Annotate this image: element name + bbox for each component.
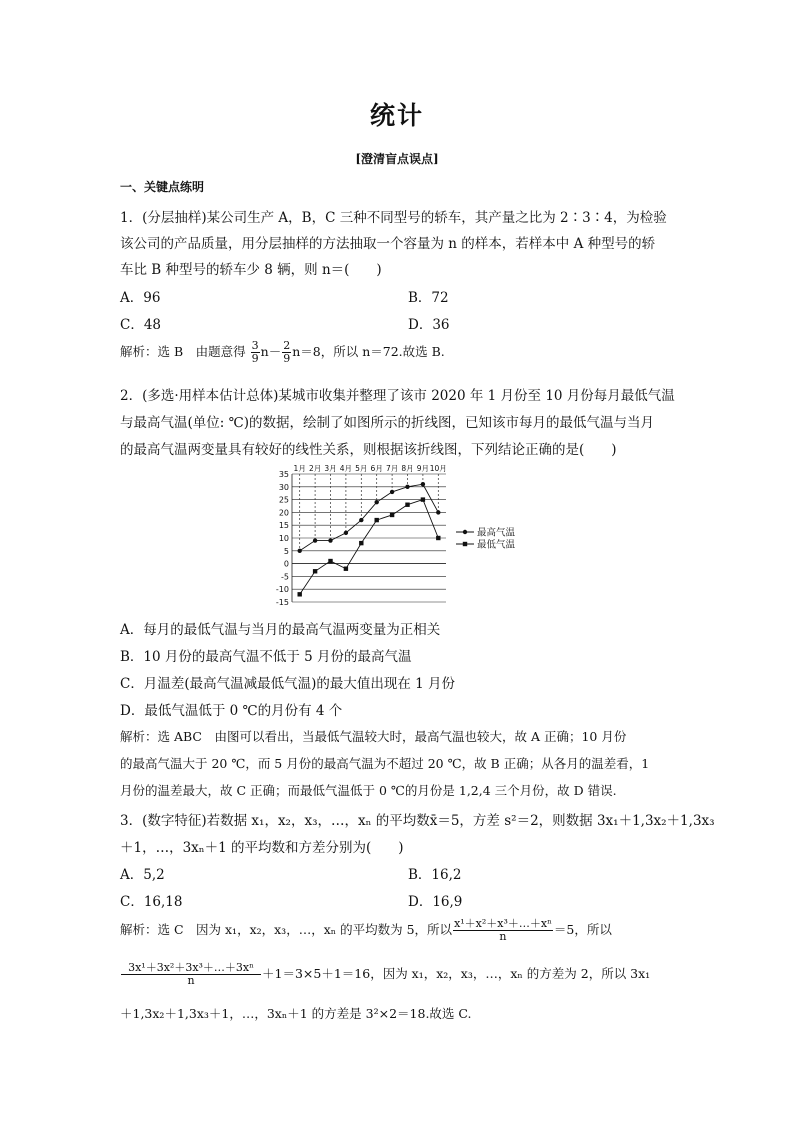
min-temp-point (436, 536, 440, 540)
frac-denominator: 9 (283, 352, 291, 365)
q2-option-a: A．每月的最低气温与当月的最高气温两变量为正相关 (120, 622, 441, 638)
y-tick-label: 30 (278, 482, 289, 492)
q1-answer-prefix: 解析：选 B 由题意得 (120, 344, 246, 359)
q1-option-b: B．72 (408, 290, 449, 306)
q2-answer-line3: 月份的温差最大，故 C 正确；而最低气温低于 0 ℃的月份是 1,2,4 三个月份，故 D 错误. (120, 783, 617, 798)
y-tick-label: -5 (281, 572, 289, 582)
q1-option-a: A．96 (120, 290, 161, 306)
frac-denominator: 9 (251, 352, 259, 365)
x-category-label: 10月 (429, 464, 447, 473)
x-category-label: 5月 (355, 464, 368, 473)
max-temp-point (405, 485, 409, 489)
x-category-label: 3月 (324, 464, 337, 473)
q3-mean-fraction (453, 918, 553, 943)
q3-line1: 3．(数字特征)若数据 x₁，x₂，x₃，…，xₙ 的平均数x̄＝5，方差 s²＝2，则数据 3x₁＋1,3x₂＋1,3x₃ (120, 813, 715, 829)
q2-option-c: C．月温差(最高气温减最低气温)的最大值出现在 1 月份 (120, 676, 456, 692)
q2-line3: 的最高气温两变量具有较好的线性关系，则根据该折线图，下列结论正确的是( ) (120, 442, 617, 458)
q2-line2: 与最高气温(单位: ℃)的数据，绘制了如图所示的折线图，已知该市每月的最低气温与当月 (120, 415, 654, 431)
x-category-label: 4月 (339, 464, 353, 473)
max-temp-point (375, 500, 379, 504)
y-tick-label: -10 (275, 585, 289, 595)
q1-line3: 车比 B 种型号的轿车少 8 辆，则 n＝( ) (120, 262, 382, 278)
q1-line1: 1．(分层抽样)某公司生产 A，B，C 三种不同型号的轿车，其产量之比为 2∶3∶4，为检验 (120, 210, 667, 226)
q3-answer-line3: ＋1,3x₂＋1,3x₃＋1，…，3xₙ＋1 的方差是 3²×2＝18.故选 C. (120, 1006, 472, 1021)
frac-numerator: 2 (283, 339, 291, 352)
series-line-min (300, 500, 439, 595)
section-heading: 一、关键点练明 (120, 180, 205, 194)
min-temp-point (390, 513, 394, 517)
q2-line1: 2．(多选·用样本估计总体)某城市收集并整理了该市 2020 年 1 月份至 10 月份每月最低气温 (120, 388, 675, 404)
y-tick-label: 35 (278, 470, 289, 479)
q3-answer-line2 (120, 962, 650, 987)
x-category-label: 2月 (308, 464, 322, 473)
max-temp-point (328, 538, 332, 542)
q1-answer (120, 340, 445, 365)
frac-numerator: x¹＋x²＋x³＋…＋xⁿ (454, 917, 552, 930)
section-subtitle: [澄清盲点误点] (355, 152, 439, 166)
q1-line2: 该公司的产品质量，用分层抽样的方法抽取一个容量为 n 的样本，若样本中 A 种型号的轿 (120, 236, 656, 252)
min-temp-point (359, 541, 363, 545)
page-title: 统计 (369, 101, 424, 130)
q2-option-b: B．10 月份的最高气温不低于 5 月份的最高气温 (120, 649, 412, 665)
min-temp-point (375, 518, 379, 522)
chart-y-ticks (276, 470, 289, 607)
min-temp-point (344, 567, 348, 571)
q1-answer-mid: n－ (260, 344, 282, 359)
y-tick-label: 10 (278, 534, 289, 543)
min-temp-point (405, 503, 409, 507)
x-category-label: 7月 (385, 464, 399, 473)
q1-fraction-2 (282, 340, 291, 365)
max-temp-point (344, 531, 348, 535)
max-temp-point (298, 549, 302, 553)
max-temp-point (390, 490, 394, 494)
q1-answer-suffix: n＝8，所以 n＝72.故选 B. (292, 344, 445, 359)
legend-label: 最低气温 (477, 539, 516, 551)
frac-numerator: 3x¹＋3x²＋3x³＋…＋3xⁿ (121, 962, 261, 975)
q2-answer-line1: 解析：选 ABC 由图可以看出，当最低气温较大时，最高气温也较大，故 A 正确；10 月份 (120, 729, 627, 744)
max-temp-point (421, 482, 425, 486)
x-category-label: 1月 (293, 464, 306, 473)
q3-answer-suffix: ＝5，所以 (553, 922, 612, 937)
q2-option-d: D．最低气温低于 0 ℃的月份有 4 个 (120, 703, 343, 719)
chart-legend (456, 527, 516, 551)
q3-line2: ＋1，…，3xₙ＋1 的平均数和方差分别为( ) (120, 840, 404, 856)
temperature-line-chart (268, 462, 538, 612)
max-temp-point (436, 510, 440, 514)
q1-option-c: C．48 (120, 317, 162, 333)
y-tick-label: -15 (275, 598, 289, 607)
min-temp-point (298, 592, 302, 596)
q1-option-d: D．36 (408, 317, 450, 333)
min-temp-point (313, 569, 317, 573)
min-temp-point (421, 497, 425, 501)
x-category-label: 6月 (370, 464, 383, 473)
q3-option-b: B．16,2 (408, 867, 462, 883)
frac-denominator: n (187, 974, 195, 987)
chart-x-categories (294, 464, 447, 473)
frac-numerator: 3 (251, 339, 259, 352)
legend-label: 最高气温 (477, 527, 516, 539)
q3-answer-line1 (120, 918, 612, 943)
y-tick-label: 20 (278, 508, 289, 518)
frac-denominator: n (499, 930, 507, 943)
x-category-label: 8月 (401, 464, 414, 473)
min-temp-point (328, 559, 332, 563)
q1-fraction-1 (251, 340, 260, 365)
legend-marker (463, 530, 467, 534)
q3-option-d: D．16,9 (408, 894, 463, 910)
q3-option-a: A．5,2 (120, 867, 165, 883)
q3-answer-prefix: 解析：选 C 因为 x₁，x₂，x₃，…，xₙ 的平均数为 5，所以 (120, 922, 453, 937)
y-tick-label: 15 (278, 521, 289, 531)
max-temp-point (359, 518, 363, 522)
chart-series (298, 482, 441, 596)
q3-new-mean-fraction (121, 962, 261, 987)
max-temp-point (313, 538, 317, 542)
q3-answer-line2-suffix: ＋1＝3×5＋1＝16，因为 x₁，x₂，x₃，…，xₙ 的方差为 2，所以 3x₁ (262, 966, 651, 981)
q2-answer-line2: 的最高气温大于 20 ℃，而 5 月份的最高气温为不超过 20 ℃，故 B 正确；从各月的温差看，1 (120, 756, 650, 771)
x-category-label: 9月 (416, 464, 430, 473)
legend-marker (463, 542, 467, 546)
y-tick-label: 25 (278, 495, 289, 505)
y-tick-label: 0 (283, 559, 289, 569)
q3-option-c: C．16,18 (120, 894, 183, 910)
series-line-max (300, 484, 439, 551)
y-tick-label: 5 (283, 546, 289, 556)
